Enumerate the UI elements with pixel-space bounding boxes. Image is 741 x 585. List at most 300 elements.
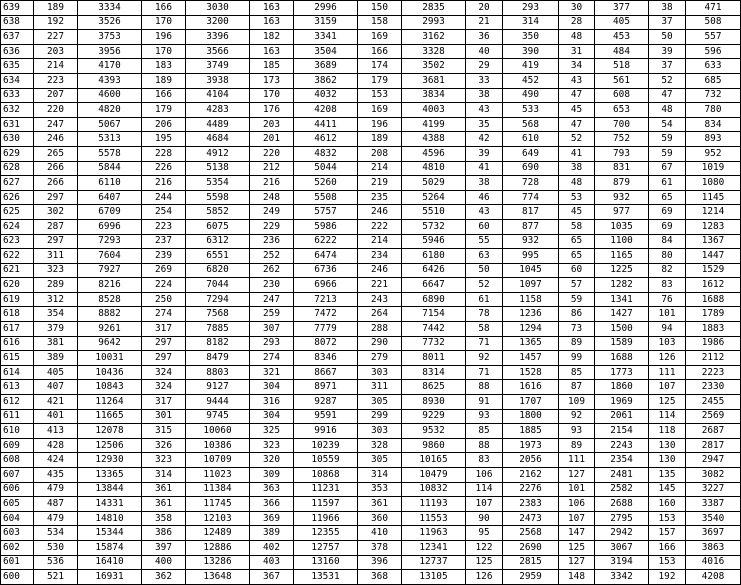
count-cell: 397 (142, 540, 186, 555)
table-row (1, 73, 741, 88)
count-cell: 5510 (402, 205, 466, 220)
count-cell: 428 (34, 438, 78, 453)
count-cell: 2835 (402, 1, 466, 16)
count-cell: 479 (34, 482, 78, 497)
count-cell: 3341 (294, 30, 358, 45)
count-cell: 3194 (595, 555, 649, 570)
count-cell: 293 (503, 1, 559, 16)
count-cell: 8803 (186, 365, 250, 380)
count-cell: 8667 (294, 365, 358, 380)
score-cell: 610 (1, 424, 34, 439)
count-cell: 8930 (402, 395, 466, 410)
count-cell: 230 (250, 278, 294, 293)
count-cell: 207 (34, 88, 78, 103)
score-cell: 614 (1, 365, 34, 380)
count-cell: 419 (503, 59, 559, 74)
count-cell: 732 (686, 88, 741, 103)
count-cell: 1214 (686, 205, 741, 220)
count-cell: 264 (358, 307, 402, 322)
count-cell: 10559 (294, 453, 358, 468)
count-cell: 28 (559, 15, 595, 30)
count-cell: 309 (250, 468, 294, 483)
count-cell: 2947 (686, 453, 741, 468)
count-cell: 53 (559, 190, 595, 205)
count-cell: 5757 (294, 205, 358, 220)
count-cell: 71 (466, 336, 503, 351)
count-cell: 127 (559, 468, 595, 483)
count-cell: 793 (595, 146, 649, 161)
count-cell: 10436 (78, 365, 142, 380)
count-cell: 2817 (686, 438, 741, 453)
count-cell: 203 (250, 117, 294, 132)
count-cell: 2223 (686, 365, 741, 380)
count-cell: 59 (559, 292, 595, 307)
count-cell: 320 (250, 453, 294, 468)
count-cell: 166 (142, 1, 186, 16)
count-cell: 413 (34, 424, 78, 439)
count-cell: 153 (649, 511, 686, 526)
count-cell: 11597 (294, 497, 358, 512)
count-cell: 1100 (595, 234, 649, 249)
count-cell: 568 (503, 117, 559, 132)
count-cell: 250 (142, 292, 186, 307)
count-cell: 402 (250, 540, 294, 555)
count-cell: 195 (142, 132, 186, 147)
count-cell: 5852 (186, 205, 250, 220)
count-cell: 182 (250, 30, 294, 45)
score-cell: 632 (1, 103, 34, 118)
count-cell: 2455 (686, 395, 741, 410)
count-cell: 314 (142, 468, 186, 483)
count-cell: 685 (686, 73, 741, 88)
count-cell: 4832 (294, 146, 358, 161)
count-cell: 196 (358, 117, 402, 132)
count-cell: 12757 (294, 540, 358, 555)
count-cell: 690 (503, 161, 559, 176)
count-cell: 1427 (595, 307, 649, 322)
count-cell: 304 (250, 380, 294, 395)
count-cell: 173 (250, 73, 294, 88)
table-row (1, 570, 741, 585)
count-cell: 831 (595, 161, 649, 176)
count-cell: 484 (595, 44, 649, 59)
count-cell: 323 (142, 453, 186, 468)
count-cell: 1341 (595, 292, 649, 307)
count-cell: 101 (559, 482, 595, 497)
table-row (1, 205, 741, 220)
count-cell: 305 (358, 453, 402, 468)
count-cell: 287 (34, 219, 78, 234)
count-cell: 93 (466, 409, 503, 424)
count-cell: 59 (649, 132, 686, 147)
count-cell: 452 (503, 73, 559, 88)
count-cell: 247 (250, 292, 294, 307)
count-cell: 7604 (78, 249, 142, 264)
count-cell: 73 (559, 322, 595, 337)
count-cell: 5578 (78, 146, 142, 161)
score-cell: 637 (1, 30, 34, 45)
count-cell: 4411 (294, 117, 358, 132)
count-cell: 316 (250, 395, 294, 410)
count-cell: 314 (358, 468, 402, 483)
count-cell: 3681 (402, 73, 466, 88)
count-cell: 326 (142, 438, 186, 453)
count-cell: 490 (503, 88, 559, 103)
count-cell: 244 (142, 190, 186, 205)
count-cell: 4393 (78, 73, 142, 88)
count-cell: 1283 (686, 219, 741, 234)
count-cell: 508 (686, 15, 741, 30)
count-cell: 7732 (402, 336, 466, 351)
count-cell: 324 (142, 380, 186, 395)
table-row (1, 468, 741, 483)
count-cell: 354 (34, 307, 78, 322)
count-cell: 85 (559, 365, 595, 380)
count-cell: 84 (649, 234, 686, 249)
count-cell: 1019 (686, 161, 741, 176)
count-cell: 7472 (294, 307, 358, 322)
count-cell: 5260 (294, 176, 358, 191)
count-cell: 45 (559, 103, 595, 118)
count-cell: 9745 (186, 409, 250, 424)
count-cell: 7927 (78, 263, 142, 278)
table-row (1, 132, 741, 147)
count-cell: 227 (34, 30, 78, 45)
count-cell: 3396 (186, 30, 250, 45)
score-cell: 633 (1, 88, 34, 103)
count-cell: 2061 (595, 409, 649, 424)
count-cell: 14331 (78, 497, 142, 512)
table-row (1, 424, 741, 439)
count-cell: 11231 (294, 482, 358, 497)
count-cell: 297 (142, 351, 186, 366)
count-cell: 269 (142, 263, 186, 278)
count-cell: 379 (34, 322, 78, 337)
count-cell: 103 (649, 336, 686, 351)
count-cell: 4003 (402, 103, 466, 118)
count-cell: 95 (466, 526, 503, 541)
count-cell: 47 (649, 88, 686, 103)
count-cell: 6426 (402, 263, 466, 278)
count-cell: 214 (34, 59, 78, 74)
count-cell: 125 (559, 540, 595, 555)
count-cell: 130 (649, 438, 686, 453)
table-row (1, 526, 741, 541)
count-cell: 55 (466, 234, 503, 249)
count-cell: 114 (649, 409, 686, 424)
count-cell: 107 (559, 511, 595, 526)
count-cell: 71 (466, 365, 503, 380)
count-cell: 11264 (78, 395, 142, 410)
count-cell: 69 (649, 205, 686, 220)
count-cell: 189 (34, 1, 78, 16)
count-cell: 111 (559, 453, 595, 468)
count-cell: 1367 (686, 234, 741, 249)
count-cell: 189 (358, 132, 402, 147)
count-cell: 274 (250, 351, 294, 366)
count-cell: 9261 (78, 322, 142, 337)
count-cell: 834 (686, 117, 741, 132)
count-cell: 324 (142, 365, 186, 380)
count-cell: 88 (466, 380, 503, 395)
count-cell: 10868 (294, 468, 358, 483)
count-cell: 12930 (78, 453, 142, 468)
count-cell: 366 (250, 497, 294, 512)
count-cell: 2154 (595, 424, 649, 439)
count-cell: 4208 (294, 103, 358, 118)
count-cell: 6474 (294, 249, 358, 264)
count-cell: 12341 (402, 540, 466, 555)
count-cell: 80 (649, 249, 686, 264)
count-cell: 304 (250, 409, 294, 424)
count-cell: 305 (358, 395, 402, 410)
count-cell: 60 (559, 263, 595, 278)
table-row (1, 453, 741, 468)
count-cell: 36 (466, 30, 503, 45)
count-cell: 10479 (402, 468, 466, 483)
count-cell: 1986 (686, 336, 741, 351)
table-row (1, 336, 741, 351)
count-cell: 1688 (686, 292, 741, 307)
count-cell: 9229 (402, 409, 466, 424)
count-cell: 6075 (186, 219, 250, 234)
count-cell: 534 (34, 526, 78, 541)
count-cell: 389 (34, 351, 78, 366)
count-cell: 381 (34, 336, 78, 351)
count-cell: 8314 (402, 365, 466, 380)
count-cell: 377 (595, 1, 649, 16)
count-cell: 5313 (78, 132, 142, 147)
count-cell: 248 (250, 190, 294, 205)
count-cell: 596 (686, 44, 741, 59)
count-cell: 38 (649, 1, 686, 16)
count-cell: 3334 (78, 1, 142, 16)
count-cell: 1236 (503, 307, 559, 322)
count-cell: 99 (559, 351, 595, 366)
count-cell: 323 (250, 438, 294, 453)
count-cell: 33 (466, 73, 503, 88)
count-cell: 8882 (78, 307, 142, 322)
count-cell: 216 (142, 176, 186, 191)
count-cell: 4596 (402, 146, 466, 161)
count-cell: 201 (250, 132, 294, 147)
count-cell: 8346 (294, 351, 358, 366)
count-cell: 367 (250, 570, 294, 585)
count-cell: 7213 (294, 292, 358, 307)
count-cell: 390 (503, 44, 559, 59)
score-cell: 611 (1, 409, 34, 424)
count-cell: 224 (142, 278, 186, 293)
count-cell: 435 (34, 468, 78, 483)
count-cell: 83 (649, 278, 686, 293)
count-cell: 3956 (78, 44, 142, 59)
score-cell: 608 (1, 453, 34, 468)
count-cell: 561 (595, 73, 649, 88)
count-cell: 533 (503, 103, 559, 118)
count-cell: 5946 (402, 234, 466, 249)
count-cell: 297 (34, 190, 78, 205)
count-cell: 9287 (294, 395, 358, 410)
count-cell: 1800 (503, 409, 559, 424)
count-cell: 3162 (402, 30, 466, 45)
count-cell: 977 (595, 205, 649, 220)
count-cell: 11966 (294, 511, 358, 526)
table-row (1, 497, 741, 512)
count-cell: 92 (466, 351, 503, 366)
count-cell: 290 (358, 336, 402, 351)
count-cell: 530 (34, 540, 78, 555)
count-cell: 2687 (686, 424, 741, 439)
count-cell: 246 (34, 132, 78, 147)
count-cell: 3863 (686, 540, 741, 555)
count-cell: 9127 (186, 380, 250, 395)
count-cell: 4016 (686, 555, 741, 570)
count-cell: 37 (649, 59, 686, 74)
score-cell: 619 (1, 292, 34, 307)
count-cell: 400 (142, 555, 186, 570)
count-cell: 12489 (186, 526, 250, 541)
count-cell: 4208 (686, 570, 741, 585)
count-cell: 212 (250, 161, 294, 176)
count-cell: 12886 (186, 540, 250, 555)
count-cell: 6222 (294, 234, 358, 249)
count-cell: 163 (250, 44, 294, 59)
count-cell: 13286 (186, 555, 250, 570)
count-cell: 10060 (186, 424, 250, 439)
count-cell: 7293 (78, 234, 142, 249)
count-cell: 15344 (78, 526, 142, 541)
count-cell: 10709 (186, 453, 250, 468)
count-cell: 54 (649, 117, 686, 132)
count-cell: 192 (649, 570, 686, 585)
count-cell: 780 (686, 103, 741, 118)
score-cell: 628 (1, 161, 34, 176)
table-row (1, 161, 741, 176)
score-cell: 629 (1, 146, 34, 161)
count-cell: 7568 (186, 307, 250, 322)
count-cell: 3200 (186, 15, 250, 30)
score-cell: 625 (1, 205, 34, 220)
score-cell: 607 (1, 468, 34, 483)
count-cell: 2330 (686, 380, 741, 395)
count-cell: 52 (466, 278, 503, 293)
count-cell: 288 (358, 322, 402, 337)
count-cell: 1500 (595, 322, 649, 337)
count-cell: 7779 (294, 322, 358, 337)
table-row (1, 438, 741, 453)
count-cell: 5598 (186, 190, 250, 205)
count-cell: 65 (559, 249, 595, 264)
count-cell: 16410 (78, 555, 142, 570)
score-cell: 627 (1, 176, 34, 191)
count-cell: 653 (595, 103, 649, 118)
count-cell: 8182 (186, 336, 250, 351)
count-cell: 147 (559, 526, 595, 541)
count-cell: 2815 (503, 555, 559, 570)
score-cell: 613 (1, 380, 34, 395)
count-cell: 229 (250, 219, 294, 234)
count-cell: 223 (34, 73, 78, 88)
table-row (1, 146, 741, 161)
count-cell: 16931 (78, 570, 142, 585)
count-cell: 13531 (294, 570, 358, 585)
count-cell: 221 (358, 278, 402, 293)
count-cell: 265 (34, 146, 78, 161)
table-row (1, 44, 741, 59)
table-row (1, 322, 741, 337)
count-cell: 3227 (686, 482, 741, 497)
count-cell: 2354 (595, 453, 649, 468)
count-cell: 1294 (503, 322, 559, 337)
count-cell: 952 (686, 146, 741, 161)
count-cell: 183 (142, 59, 186, 74)
count-cell: 303 (358, 424, 402, 439)
table-row (1, 103, 741, 118)
count-cell: 169 (358, 103, 402, 118)
count-cell: 649 (503, 146, 559, 161)
count-cell: 61 (466, 292, 503, 307)
count-cell: 93 (559, 424, 595, 439)
count-cell: 92 (559, 409, 595, 424)
count-cell: 518 (595, 59, 649, 74)
count-cell: 48 (559, 30, 595, 45)
count-cell: 1973 (503, 438, 559, 453)
count-cell: 39 (466, 146, 503, 161)
count-cell: 995 (503, 249, 559, 264)
count-cell: 11023 (186, 468, 250, 483)
count-cell: 487 (34, 497, 78, 512)
count-cell: 774 (503, 190, 559, 205)
count-cell: 86 (559, 307, 595, 322)
table-row (1, 292, 741, 307)
count-cell: 401 (34, 409, 78, 424)
count-cell: 2243 (595, 438, 649, 453)
count-cell: 5986 (294, 219, 358, 234)
count-cell: 2569 (686, 409, 741, 424)
count-cell: 4684 (186, 132, 250, 147)
table-row (1, 59, 741, 74)
count-cell: 45 (559, 205, 595, 220)
count-cell: 61 (649, 176, 686, 191)
count-cell: 378 (358, 540, 402, 555)
count-cell: 196 (142, 30, 186, 45)
count-cell: 13160 (294, 555, 358, 570)
count-cell: 3082 (686, 468, 741, 483)
table-row (1, 249, 741, 264)
count-cell: 3328 (402, 44, 466, 59)
count-cell: 386 (142, 526, 186, 541)
count-cell: 52 (649, 73, 686, 88)
count-cell: 2688 (595, 497, 649, 512)
count-cell: 1860 (595, 380, 649, 395)
count-cell: 52 (559, 132, 595, 147)
score-cell: 623 (1, 234, 34, 249)
count-cell: 307 (250, 322, 294, 337)
count-cell: 48 (649, 103, 686, 118)
count-cell: 424 (34, 453, 78, 468)
count-cell: 6180 (402, 249, 466, 264)
count-cell: 1529 (686, 263, 741, 278)
count-cell: 297 (34, 234, 78, 249)
count-cell: 303 (358, 365, 402, 380)
count-cell: 9860 (402, 438, 466, 453)
count-cell: 932 (595, 190, 649, 205)
count-cell: 1688 (595, 351, 649, 366)
count-cell: 3387 (686, 497, 741, 512)
count-cell: 67 (649, 161, 686, 176)
count-cell: 6709 (78, 205, 142, 220)
count-cell: 219 (358, 176, 402, 191)
